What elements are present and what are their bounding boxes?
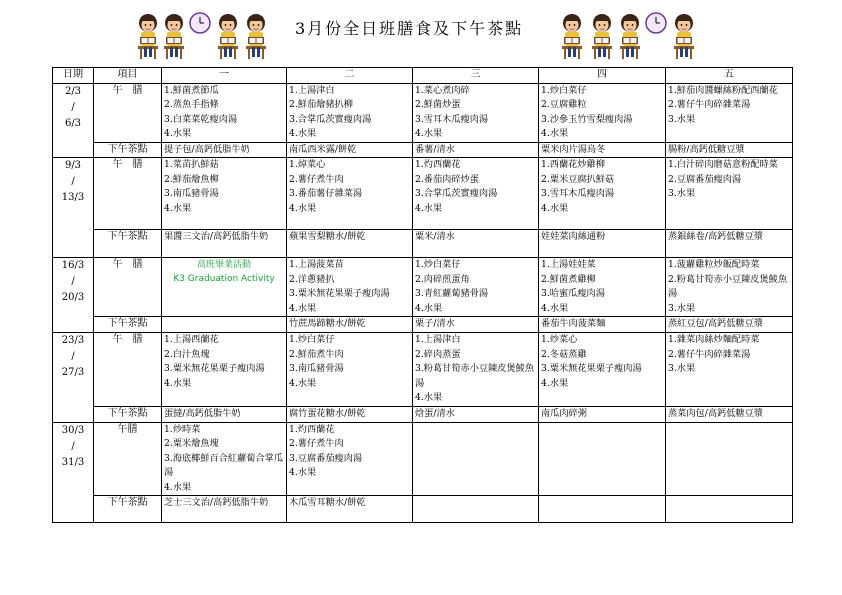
menu-item: 3.水果 <box>668 302 696 314</box>
menu-item: 2.冬菇蒸雞 <box>541 348 587 360</box>
lunch-cell-monday <box>162 422 287 496</box>
menu-item: 4.水果 <box>289 302 317 314</box>
menu-item: 3.南瓜豬骨湯 <box>164 188 219 199</box>
student-reading-icon <box>589 10 615 60</box>
column-header-monday: 一 <box>162 68 287 84</box>
column-header-friday: 五 <box>666 68 793 84</box>
menu-item: 3.粟米無花果栗子瘦肉湯 <box>541 363 642 374</box>
date-line: / <box>71 351 75 362</box>
date-line: / <box>71 101 75 113</box>
menu-item: 4.水果 <box>289 128 317 139</box>
date-range <box>53 83 94 158</box>
date-line: 16/3 <box>61 260 85 271</box>
menu-item: 2.肉碎煎蛋角 <box>415 273 470 285</box>
menu-item: 3.粟米無花果栗子瘦肉湯 <box>289 288 390 299</box>
menu-item: 2.白汁魚塊 <box>164 348 210 360</box>
menu-item: 3.豆腐番茄瘦肉湯 <box>289 452 363 464</box>
tea-cell-tuesday: 木瓜雪耳糖水/餅乾 <box>287 496 413 523</box>
menu-item: 4.水果 <box>541 302 569 314</box>
special-activity-cell <box>162 258 287 317</box>
menu-item: 3.海底椰鮮百合紅蘿蔔合掌瓜湯 <box>164 452 284 478</box>
tea-cell-friday: 蒸菜肉包/高鈣低糖豆漿 <box>666 406 793 422</box>
page-title: 3月份全日班膳食及下午茶點 <box>295 19 524 38</box>
student-reading-icon <box>135 10 161 60</box>
menu-item: 4.水果 <box>164 481 192 493</box>
tea-cell-tuesday: 竹蔗馬蹄糖水/餅乾 <box>287 317 413 333</box>
menu-item: 4.水果 <box>164 202 192 214</box>
column-header-date: 日期 <box>53 68 94 84</box>
tea-row <box>53 230 793 258</box>
lunch-label: 午 膳 <box>94 333 162 407</box>
lunch-cell-tuesday <box>287 158 413 230</box>
menu-item: 1.雜菜肉絲炒麵配時菜 <box>668 334 760 345</box>
menu-item: 1.鮮菌煮節瓜 <box>164 84 219 96</box>
menu-item: 1.白汁碎肉磨菇意粉配時菜 <box>668 159 778 170</box>
column-header-item: 項目 <box>94 68 162 84</box>
lunch-cell-friday <box>666 333 793 407</box>
tea-cell-friday <box>666 496 793 523</box>
tea-row <box>53 317 793 333</box>
lunch-row <box>53 333 793 407</box>
date-line: 6/3 <box>64 117 82 129</box>
date-line: 23/3 <box>61 335 85 346</box>
lunch-cell-monday <box>162 333 287 407</box>
menu-item: 2.粟米豆腐扒鮮菇 <box>541 173 615 185</box>
menu-item: 1.炒時菜 <box>164 423 201 435</box>
menu-table <box>52 67 793 523</box>
menu-item: 3.粟米無花果栗子瘦肉湯 <box>164 363 265 374</box>
menu-item: 1.菠蘿雞粒炒飯配時菜 <box>668 259 760 270</box>
menu-item: 1.炒白菜仔 <box>289 334 335 345</box>
menu-item: 4.水果 <box>164 377 192 389</box>
tea-label: 下午茶點 <box>94 142 162 158</box>
tea-label: 下午茶點 <box>94 230 162 258</box>
menu-item: 4.水果 <box>541 128 569 139</box>
menu-item: 4.水果 <box>289 377 317 389</box>
tea-row <box>53 496 793 523</box>
lunch-cell-friday <box>666 158 793 230</box>
lunch-cell-wednesday <box>413 258 539 317</box>
tea-cell-tuesday: 腐竹蛋花糖水/餅乾 <box>287 406 413 422</box>
student-reading-icon <box>243 10 269 60</box>
tea-label: 下午茶點 <box>94 317 162 333</box>
tea-cell-thursday: 南瓜肉碎粥 <box>539 406 666 422</box>
menu-item: 1.炒白菜仔 <box>415 259 461 270</box>
menu-item: 1.上湯津白 <box>289 84 335 96</box>
menu-item: 2.薯仔煮牛肉 <box>289 438 344 449</box>
clock-icon <box>189 12 215 62</box>
menu-item: 2.粟米燴魚塊 <box>164 438 219 449</box>
column-header-wednesday: 三 <box>413 68 539 84</box>
date-line: 13/3 <box>61 192 85 203</box>
lunch-cell-monday <box>162 83 287 142</box>
date-line: 30/3 <box>61 424 85 436</box>
tea-cell-monday: 芝士三文治/高鈣低脂牛奶 <box>162 496 287 523</box>
menu-item: 3.合掌瓜茨實瘦肉湯 <box>289 113 372 125</box>
date-range <box>53 158 94 258</box>
menu-item: 3.南瓜豬骨湯 <box>289 363 344 374</box>
tea-row <box>53 406 793 422</box>
menu-item: 2.薯仔牛肉碎雜菜湯 <box>668 348 751 360</box>
menu-item: 3.雪耳木瓜瘦肉湯 <box>541 188 615 199</box>
column-header-tuesday: 二 <box>287 68 413 84</box>
date-line: / <box>71 176 75 187</box>
lunch-cell-tuesday <box>287 333 413 407</box>
lunch-cell-wednesday <box>413 83 539 142</box>
menu-item: 4.水果 <box>415 128 443 139</box>
menu-item: 1.灼西蘭花 <box>415 159 461 170</box>
date-range <box>53 258 94 333</box>
menu-item: 2.鮮菌炒蛋 <box>415 99 461 110</box>
menu-item: 3.水果 <box>668 188 696 199</box>
tea-cell-wednesday <box>413 496 539 523</box>
tea-cell-friday: 腸粉/高鈣低糖豆漿 <box>666 142 793 158</box>
date-line: 2/3 <box>64 85 82 97</box>
tea-cell-tuesday: 蘋果雪梨糖水/餅乾 <box>287 230 413 258</box>
tea-cell-wednesday: 粟米/清水 <box>413 230 539 258</box>
menu-item: 1.焯菜心 <box>289 159 326 170</box>
tea-label: 下午茶點 <box>94 496 162 523</box>
special-activity-text: 高班畢業活動 <box>196 260 251 270</box>
menu-item: 3.水果 <box>668 113 696 125</box>
tea-cell-thursday: 娃娃菜肉絲通粉 <box>539 230 666 258</box>
tea-cell-wednesday: 栗子/清水 <box>413 317 539 333</box>
menu-item: 1.灼西蘭花 <box>289 423 335 435</box>
lunch-cell-thursday <box>539 83 666 142</box>
menu-item: 1.上湯菠菜苗 <box>289 259 344 270</box>
tea-cell-monday: 蛋撻/高鈣低脂牛奶 <box>162 406 287 422</box>
tea-cell-friday: 蒸銀絲卷/高鈣低糖豆漿 <box>666 230 793 258</box>
menu-item: 1.西蘭花炒雞柳 <box>541 159 605 170</box>
lunch-cell-thursday <box>539 258 666 317</box>
menu-item: 2.粉葛甘筍赤小豆陳皮煲鯪魚湯 <box>668 273 788 299</box>
student-reading-icon <box>559 10 585 60</box>
menu-item: 1.菜苗扒鮮菇 <box>164 159 219 170</box>
date-line: 9/3 <box>64 160 82 171</box>
tea-cell-wednesday: 番薯/清水 <box>413 142 539 158</box>
lunch-cell-wednesday <box>413 333 539 407</box>
tea-cell-thursday: 粟米肉片湯烏冬 <box>539 142 666 158</box>
menu-item: 2.薯仔牛肉碎雜菜湯 <box>668 99 751 110</box>
menu-item: 2.碎肉蒸蛋 <box>415 348 461 360</box>
menu-item: 4.水果 <box>164 128 192 139</box>
tea-cell-friday: 蒸紅豆包/高鈣低糖豆漿 <box>666 317 793 333</box>
student-reading-icon <box>617 10 643 60</box>
lunch-label: 午 膳 <box>94 258 162 317</box>
lunch-cell-thursday <box>539 333 666 407</box>
column-header-thursday: 四 <box>539 68 666 84</box>
tea-cell-monday: 果醬三文治/高鈣低脂牛奶 <box>162 230 287 258</box>
lunch-label: 午膳 <box>94 422 162 496</box>
menu-item: 4.水果 <box>541 377 569 389</box>
date-line: 27/3 <box>61 367 85 378</box>
date-range <box>53 333 94 423</box>
menu-item: 1.鮮茄肉醬螺絲粉配西蘭花 <box>668 84 778 96</box>
menu-item: 1.上湯娃娃菜 <box>541 259 596 270</box>
lunch-cell-wednesday <box>413 158 539 230</box>
menu-item: 4.水果 <box>415 392 443 403</box>
menu-item: 1.炒菜心 <box>541 334 578 345</box>
menu-item: 3.沙參玉竹雪梨瘦肉湯 <box>541 113 633 125</box>
tea-cell-monday <box>162 317 287 333</box>
special-activity-text: K3 Graduation Activity <box>173 274 275 284</box>
date-line: 20/3 <box>61 292 85 303</box>
header-row <box>53 68 793 84</box>
lunch-row <box>53 258 793 317</box>
student-reading-icon <box>161 10 187 60</box>
menu-item: 2.番茄肉碎炒蛋 <box>415 173 479 185</box>
tea-cell-thursday <box>539 496 666 523</box>
date-line: / <box>71 276 75 287</box>
tea-cell-thursday: 番茄牛肉菠菜麵 <box>539 317 666 333</box>
menu-item: 3.水果 <box>668 363 696 374</box>
menu-item: 3.番茄薯仔雜菜湯 <box>289 188 363 199</box>
student-reading-icon <box>215 10 241 60</box>
lunch-cell-tuesday <box>287 258 413 317</box>
lunch-cell-thursday <box>539 422 666 496</box>
tea-cell-tuesday: 南瓜西米露/餅乾 <box>287 142 413 158</box>
menu-item: 3.白菜菜乾瘦肉湯 <box>164 113 238 125</box>
menu-item: 2.蒸魚手指條 <box>164 99 219 110</box>
menu-item: 3.雪耳木瓜瘦肉湯 <box>415 113 489 125</box>
menu-item: 4.水果 <box>415 202 443 214</box>
tea-cell-wednesday: 焓蛋/清水 <box>413 406 539 422</box>
menu-item: 1.上湯津白 <box>415 334 461 345</box>
lunch-row <box>53 158 793 230</box>
clock-icon <box>645 12 671 62</box>
tea-label: 下午茶點 <box>94 406 162 422</box>
menu-item: 2.鮮茄燴魚柳 <box>164 173 219 185</box>
menu-item: 1.上湯西蘭花 <box>164 334 219 345</box>
page-header <box>0 0 842 62</box>
menu-item: 1.炒白菜仔 <box>541 84 587 96</box>
student-reading-icon <box>671 10 697 60</box>
lunch-cell-friday <box>666 83 793 142</box>
lunch-cell-thursday <box>539 158 666 230</box>
tea-row <box>53 142 793 158</box>
menu-item: 2.洋蔥豬扒 <box>289 273 335 285</box>
menu-item: 2.鮮菌煮雞柳 <box>541 273 596 285</box>
date-range <box>53 422 94 523</box>
lunch-label: 午 膳 <box>94 158 162 230</box>
lunch-row <box>53 83 793 142</box>
menu-item: 2.鮮茄煮牛肉 <box>289 348 344 360</box>
lunch-cell-friday <box>666 422 793 496</box>
menu-item: 3.青紅蘿蔔豬骨湯 <box>415 288 489 299</box>
menu-item: 3.哈蜜瓜瘦肉湯 <box>541 288 605 299</box>
menu-item: 2.豆腐雞粒 <box>541 99 587 110</box>
lunch-cell-tuesday <box>287 422 413 496</box>
lunch-row <box>53 422 793 496</box>
menu-item: 3.合掌瓜茨實瘦肉湯 <box>415 188 498 199</box>
lunch-cell-friday <box>666 258 793 317</box>
lunch-cell-wednesday <box>413 422 539 496</box>
lunch-cell-monday <box>162 158 287 230</box>
menu-item: 4.水果 <box>415 302 443 314</box>
menu-item: 2.豆腐番茄瘦肉湯 <box>668 173 742 185</box>
menu-item: 2.鮮茄燴豬扒柳 <box>289 99 353 110</box>
lunch-label: 午 膳 <box>94 83 162 142</box>
menu-item: 1.菜心煮肉碎 <box>415 84 470 96</box>
tea-cell-monday: 提子包/高鈣低脂牛奶 <box>162 142 287 158</box>
menu-item: 2.薯仔煮牛肉 <box>289 173 344 185</box>
menu-item: 4.水果 <box>289 467 317 478</box>
menu-item: 4.水果 <box>541 202 569 214</box>
menu-item: 3.粉葛甘筍赤小豆陳皮煲鯪魚湯 <box>415 363 535 389</box>
lunch-cell-tuesday <box>287 83 413 142</box>
date-line: / <box>71 440 75 452</box>
date-line: 31/3 <box>61 456 85 468</box>
menu-item: 4.水果 <box>289 202 317 214</box>
